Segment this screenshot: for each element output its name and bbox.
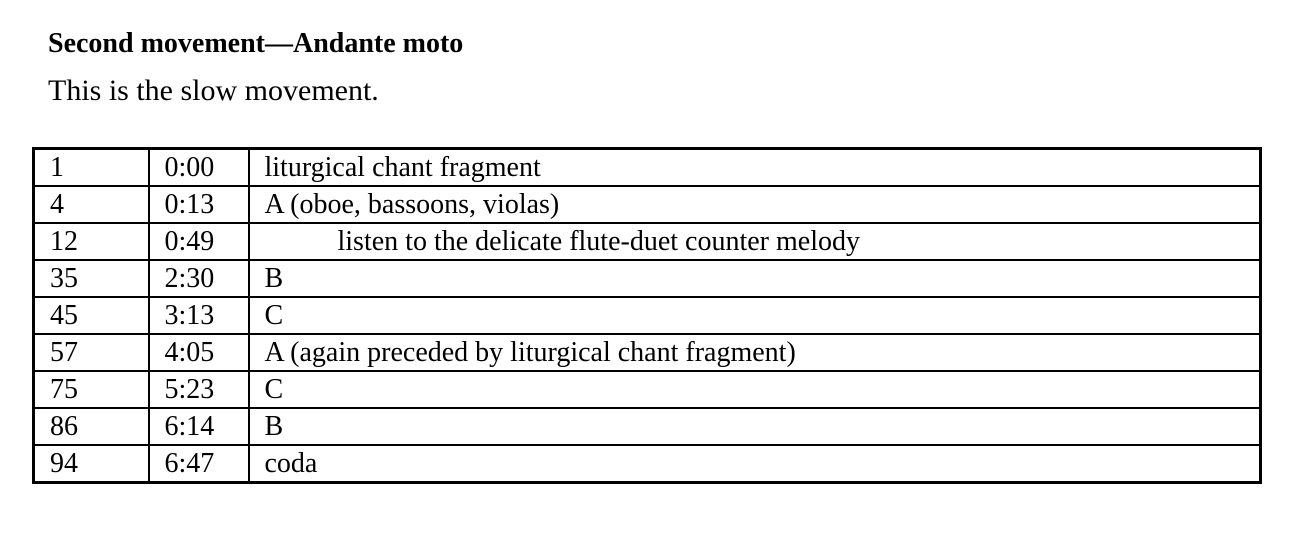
measure-cell: 75 <box>34 371 149 408</box>
table-row <box>34 334 1261 371</box>
time-cell: 0:00 <box>149 149 249 187</box>
measure-cell: 94 <box>34 445 149 483</box>
measure-cell: 86 <box>34 408 149 445</box>
measure-cell: 45 <box>34 297 149 334</box>
description-cell: C <box>249 371 1261 408</box>
description-cell: liturgical chant fragment <box>249 149 1261 187</box>
movement-table <box>32 147 1262 484</box>
table-row <box>34 408 1261 445</box>
description-cell: listen to the delicate flute-duet counter melody <box>249 223 1261 260</box>
time-cell: 6:14 <box>149 408 249 445</box>
description-cell: B <box>249 260 1261 297</box>
measure-cell: 35 <box>34 260 149 297</box>
table-row <box>34 223 1261 260</box>
table-row <box>34 371 1261 408</box>
time-cell: 0:49 <box>149 223 249 260</box>
table-row <box>34 186 1261 223</box>
measure-cell: 57 <box>34 334 149 371</box>
time-cell: 6:47 <box>149 445 249 483</box>
time-cell: 4:05 <box>149 334 249 371</box>
time-cell: 0:13 <box>149 186 249 223</box>
table-row <box>34 149 1261 187</box>
measure-cell: 1 <box>34 149 149 187</box>
time-cell: 5:23 <box>149 371 249 408</box>
table-row <box>34 445 1261 483</box>
time-cell: 3:13 <box>149 297 249 334</box>
measure-cell: 12 <box>34 223 149 260</box>
description-cell: C <box>249 297 1261 334</box>
description-cell: B <box>249 408 1261 445</box>
section-description: This is the slow movement. <box>48 74 379 107</box>
description-cell: A (again preceded by liturgical chant fragment) <box>249 334 1261 371</box>
description-cell: A (oboe, bassoons, violas) <box>249 186 1261 223</box>
measure-cell: 4 <box>34 186 149 223</box>
section-heading: Second movement—Andante moto <box>48 28 464 59</box>
time-cell: 2:30 <box>149 260 249 297</box>
table-row <box>34 297 1261 334</box>
description-cell: coda <box>249 445 1261 483</box>
table-row <box>34 260 1261 297</box>
